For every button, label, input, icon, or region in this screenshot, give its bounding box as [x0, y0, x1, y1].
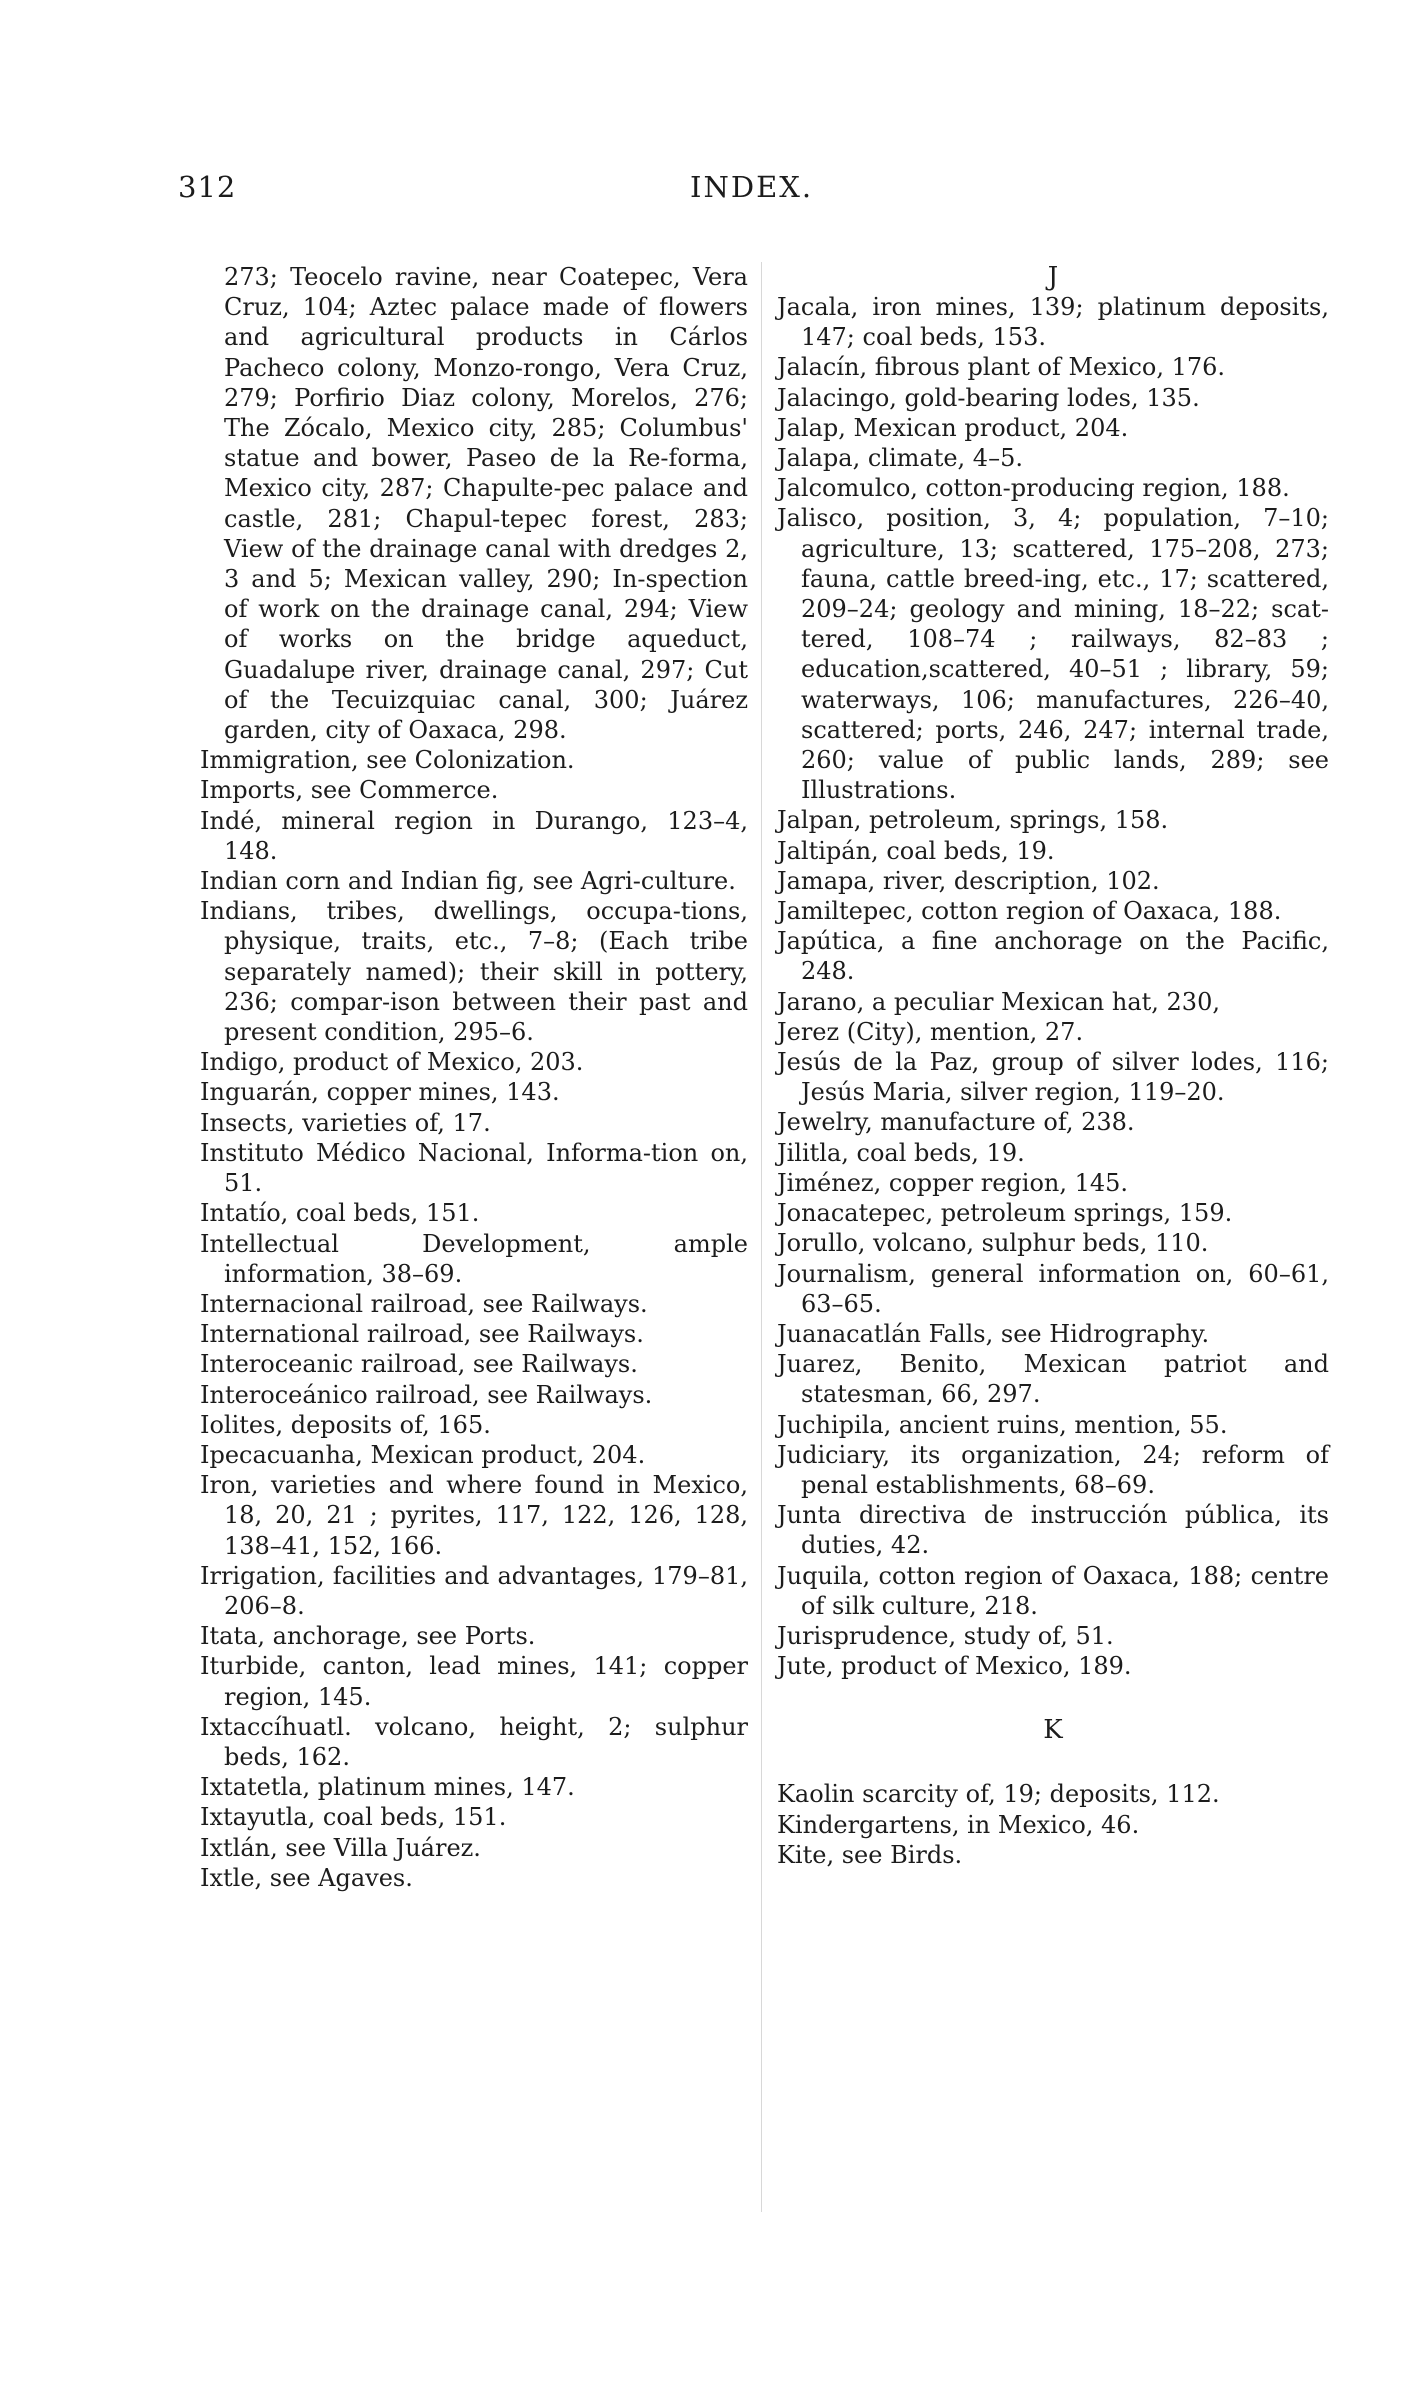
index-entry: Jewelry, manufacture of, 238. — [777, 1108, 1135, 1137]
section-spacer — [777, 1681, 1329, 1715]
index-entry: Junta directiva de instrucción pública, its duties, 42. — [777, 1501, 1329, 1560]
index-entry: Juquila, cotton region of Oaxaca, 188; centre of silk culture, 218. — [777, 1561, 1329, 1620]
index-entry: Inguarán, copper mines, 143. — [200, 1078, 560, 1107]
index-entry: Jalcomulco, cotton-producing region, 188. — [777, 474, 1290, 503]
running-head: INDEX. — [690, 170, 814, 204]
index-entry: Kindergartens, in Mexico, 46. — [777, 1810, 1140, 1839]
index-entry: Jurisprudence, study of, 51. — [777, 1621, 1114, 1650]
section-spacer — [777, 1745, 1329, 1779]
column-divider — [761, 262, 762, 2212]
section-letter-j: J — [1047, 262, 1059, 292]
index-entry: Journalism, general information on, 60–61, 63–65. — [777, 1259, 1329, 1318]
index-entry: Jute, product of Mexico, 189. — [777, 1652, 1132, 1681]
index-entry: Ixtatetla, platinum mines, 147. — [200, 1773, 575, 1802]
index-entry: Jalisco, position, 3, 4; population, 7–10; agriculture, 13; scattered, 175–208, 273; fauna, cattle breed-ing, etc., 17; scattered, 209–24; geology and mining, 18–22; scat-tered, 108–74 ; railways, 82–83 ; education,scattered, 40–51 ; library, 59; waterways, 106; manufactures, 226–40, scattered; ports, 246, 247; internal trade, 260; value of public lands, 289; see Illustrations. — [777, 504, 1329, 805]
index-entry: Jamapa, river, description, 102. — [777, 866, 1160, 895]
index-entry: Jalacingo, gold-bearing lodes, 135. — [777, 383, 1200, 412]
index-entry: 273; Teocelo ravine, near Coatepec, Vera Cruz, 104; Aztec palace made of flowers and agricultural products in Cárlos Pacheco colony, Monzo-rongo, Vera Cruz, 279; Porfirio Diaz colony, Morelos, 276; The Zócalo, Mexico city, 285; Columbus' statue and bower, Paseo de la Re-forma, Mexico city, 287; Chapulte-pec palace and castle, 281; Chapul-tepec forest, 283; View of the drainage canal with dredges 2, 3 and 5; Mexican valley, 290; In-spection of work on the drainage canal, 294; View of works on the bridge aqueduct, Guadalupe river, drainage canal, 297; Cut of the Tecuizquiac canal, 300; Juárez garden, city of Oaxaca, 298. — [224, 263, 748, 745]
index-entry: Interoceánico railroad, see Railways. — [200, 1380, 653, 1409]
index-entry: Jalpan, petroleum, springs, 158. — [777, 806, 1169, 835]
index-entry: Ixtaccíhuatl. volcano, height, 2; sulphur beds, 162. — [200, 1712, 748, 1771]
index-entry: Instituto Médico Nacional, Informa-tion on, 51. — [200, 1138, 748, 1198]
index-entry: Juanacatlán Falls, see Hidrography. — [777, 1319, 1210, 1348]
index-entry: Jilitla, coal beds, 19. — [777, 1138, 1025, 1167]
index-entry: Ixtle, see Agaves. — [200, 1863, 413, 1892]
index-entry: Irrigation, facilities and advantages, 179–81, 206–8. — [200, 1561, 748, 1620]
index-entry: Imports, see Commerce. — [200, 776, 499, 805]
index-entry: Judiciary, its organization, 24; reform of penal establishments, 68–69. — [777, 1440, 1329, 1499]
index-entry: Intatío, coal beds, 151. — [200, 1199, 480, 1228]
index-entry: Ipecacuanha, Mexican product, 204. — [200, 1440, 646, 1469]
index-entry: Kaolin scarcity of, 19; deposits, 112. — [777, 1780, 1220, 1809]
index-entry: Iturbide, canton, lead mines, 141; copper region, 145. — [200, 1652, 748, 1711]
index-entry: Indigo, product of Mexico, 203. — [200, 1048, 584, 1077]
index-entry: Jalap, Mexican product, 204. — [777, 413, 1129, 442]
page-number: 312 — [178, 170, 237, 204]
index-entry: Immigration, see Colonization. — [200, 746, 575, 775]
index-entry: Juchipila, ancient ruins, mention, 55. — [777, 1410, 1228, 1439]
index-entry: Jalacín, fibrous plant of Mexico, 176. — [777, 353, 1226, 382]
index-entry: Kite, see Birds. — [777, 1840, 963, 1869]
index-entry: Jonacatepec, petroleum springs, 159. — [777, 1199, 1233, 1228]
index-entry: Intellectual Development, ample information, 38–69. — [200, 1229, 748, 1288]
index-entry: Jacala, iron mines, 139; platinum deposits, 147; coal beds, 153. — [777, 293, 1329, 352]
index-entry: Indians, tribes, dwellings, occupa-tions, physique, traits, etc., 7–8; (Each tribe separately named); their skill in pottery, 236; compar-ison between their past and present condition, 295–6. — [200, 897, 748, 1047]
index-entry: Interoceanic railroad, see Railways. — [200, 1350, 638, 1379]
index-entry: Jalapa, climate, 4–5. — [777, 444, 1023, 473]
left-column — [200, 262, 748, 1893]
index-entry: Jesús de la Paz, group of silver lodes, 116; Jesús Maria, silver region, 119–20. — [777, 1048, 1329, 1107]
index-entry: Internacional railroad, see Railways. — [200, 1289, 648, 1318]
index-entry: Jaltipán, coal beds, 19. — [777, 836, 1055, 865]
index-entry: International railroad, see Railways. — [200, 1320, 644, 1349]
index-entry: Indé, mineral region in Durango, 123–4, 148. — [200, 806, 748, 865]
index-entry: Ixtlán, see Villa Juárez. — [200, 1833, 481, 1862]
index-entry: Itata, anchorage, see Ports. — [200, 1622, 536, 1651]
index-entry: Japútica, a fine anchorage on the Pacific, 248. — [777, 927, 1329, 986]
index-entry: Iolites, deposits of, 165. — [200, 1410, 491, 1439]
index-entry: Indian corn and Indian fig, see Agri-culture. — [200, 867, 736, 896]
section-letter-k: K — [1043, 1715, 1063, 1746]
index-entry: Jamiltepec, cotton region of Oaxaca, 188. — [777, 897, 1282, 926]
index-entry: Jarano, a peculiar Mexican hat, 230, — [777, 987, 1220, 1016]
index-entry: Insects, varieties of, 17. — [200, 1108, 491, 1137]
index-entry: Juarez, Benito, Mexican patriot and statesman, 66, 297. — [777, 1350, 1329, 1409]
index-entry: Ixtayutla, coal beds, 151. — [200, 1803, 507, 1832]
index-entry: Jorullo, volcano, sulphur beds, 110. — [777, 1229, 1209, 1258]
index-entry: Jiménez, copper region, 145. — [777, 1168, 1129, 1197]
right-column — [777, 262, 1329, 1870]
index-entry: Iron, varieties and where found in Mexico, 18, 20, 21 ; pyrites, 117, 122, 126, 128, 138–41, 152, 166. — [200, 1471, 748, 1560]
index-entry: Jerez (City), mention, 27. — [777, 1017, 1084, 1046]
